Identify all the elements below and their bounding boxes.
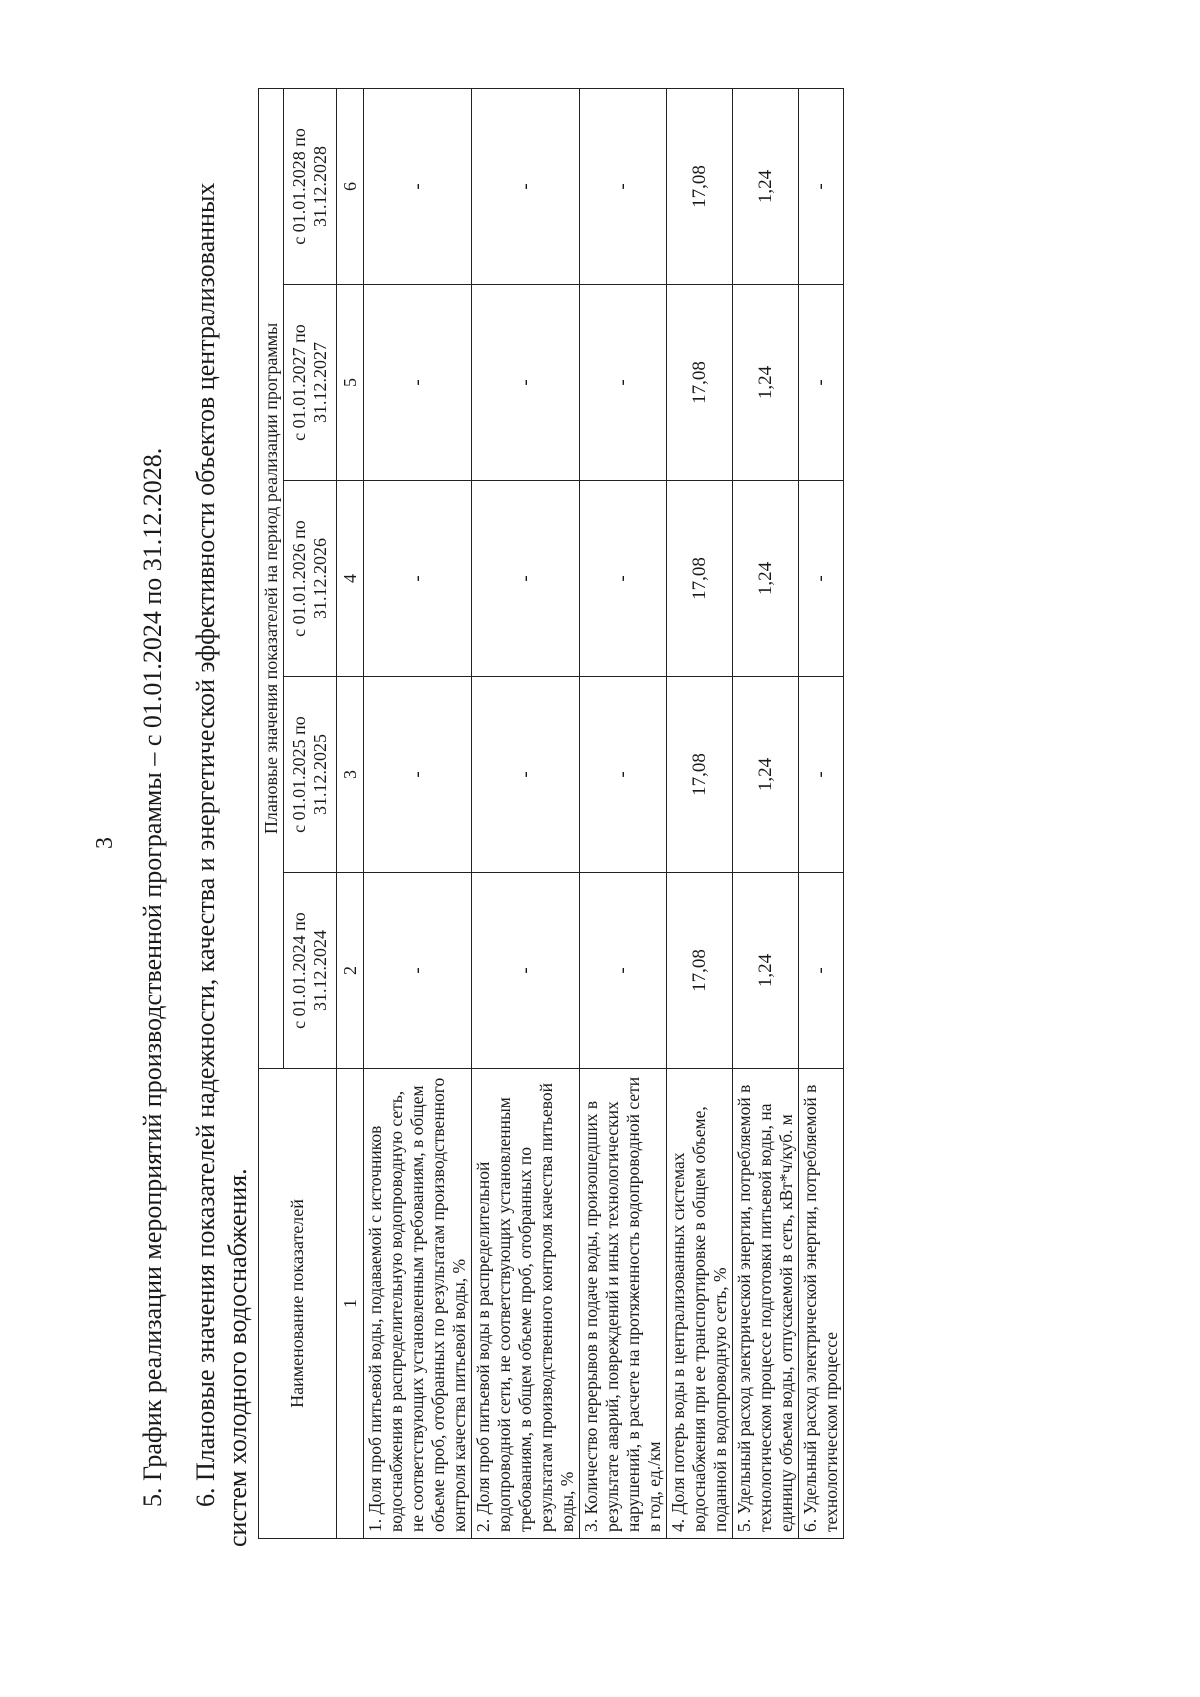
indicator-value: -	[799, 677, 844, 873]
section-6-heading-line1: 6. Плановые значения показателей надежности, качества и энергетической эффективности объектов централизованных	[191, 182, 220, 1507]
section-6-heading	[190, 157, 254, 1547]
name-column-header: Наименование показателей	[259, 1069, 337, 1539]
indicator-value: -	[364, 481, 472, 677]
section-6-heading-line2: систем холодного водоснабжения.	[223, 1168, 252, 1547]
indicator-value: -	[580, 873, 667, 1069]
table-row	[364, 88, 472, 1538]
table-row	[472, 88, 580, 1538]
indicator-name: 1. Доля проб питьевой воды, подаваемой с источников водоснабжения в распределительную водопроводную сеть, не соответствующих установленным требованиям, в общем объеме проб, отобранных по результатам производственного контроля качества питьевой воды, %	[364, 1069, 472, 1539]
indicator-value: -	[364, 285, 472, 481]
page-number: 3	[92, 837, 118, 849]
indicator-value: -	[580, 88, 667, 284]
table-row	[799, 88, 844, 1538]
indicator-value: -	[580, 481, 667, 677]
indicator-value: -	[364, 88, 472, 284]
table-row	[733, 88, 799, 1538]
indicator-value: -	[799, 873, 844, 1069]
period-header: с 01.01.2026 по 31.12.2026	[284, 481, 337, 677]
period-header: с 01.01.2028 по 31.12.2028	[284, 88, 337, 284]
table-header-row	[259, 88, 284, 1538]
column-number: 1	[337, 1069, 364, 1539]
indicator-name: 4. Доля потерь воды в централизованных системах водоснабжения при ее транспортировке в общем объеме, поданной в водопроводную сеть, %	[667, 1069, 733, 1539]
column-number: 2	[337, 873, 364, 1069]
indicator-value: 17,08	[667, 285, 733, 481]
indicator-value: 17,08	[667, 88, 733, 284]
section-5-heading: 5. График реализации мероприятий производственной программы – с 01.01.2024 по 31.12.2028.	[138, 447, 167, 1507]
indicator-name: 6. Удельный расход электрической энергии, потребляемой в технологическом процессе	[799, 1069, 844, 1539]
indicator-value: 17,08	[667, 677, 733, 873]
indicator-value: -	[799, 481, 844, 677]
column-number-row	[337, 88, 364, 1538]
indicator-name: 3. Количество перерывов в подаче воды, произошедших в результате аварий, повреждений и иных технологических нарушений, в расчете на протяженность водопроводной сети в год, ед./км	[580, 1069, 667, 1539]
indicator-value: 1,24	[733, 481, 799, 677]
indicator-value: -	[472, 677, 580, 873]
indicator-name: 5. Удельный расход электрической энергии, потребляемой в технологическом процессе подготовки питьевой воды, на единицу объема воды, отпускаемой в сеть, кВт*ч/куб. м	[733, 1069, 799, 1539]
column-number: 3	[337, 677, 364, 873]
indicator-value: 1,24	[733, 677, 799, 873]
indicators-table	[258, 88, 844, 1539]
indicator-value: -	[580, 285, 667, 481]
indicator-value: -	[799, 285, 844, 481]
period-header: с 01.01.2024 по 31.12.2024	[284, 873, 337, 1069]
column-number: 5	[337, 285, 364, 481]
table-row	[667, 88, 733, 1538]
indicator-value: -	[472, 873, 580, 1069]
plan-values-header: Плановые значения показателей на период реализации программы	[259, 88, 284, 1068]
indicator-value: -	[472, 88, 580, 284]
column-number: 6	[337, 88, 364, 284]
column-number: 4	[337, 481, 364, 677]
indicator-value: -	[364, 677, 472, 873]
indicator-value: -	[472, 481, 580, 677]
indicator-value: 17,08	[667, 481, 733, 677]
period-header: с 01.01.2027 по 31.12.2027	[284, 285, 337, 481]
indicator-value: -	[364, 873, 472, 1069]
indicator-value: -	[580, 677, 667, 873]
table-row	[580, 88, 667, 1538]
indicator-name: 2. Доля проб питьевой воды в распределительной водопроводной сети, не соответствующих установленным требованиям, в общем объеме проб, отобранных по результатам производственного контроля качества питьевой воды, %	[472, 1069, 580, 1539]
indicator-value: -	[472, 285, 580, 481]
period-header: с 01.01.2025 по 31.12.2025	[284, 677, 337, 873]
indicator-value: 1,24	[733, 88, 799, 284]
indicator-value: 17,08	[667, 873, 733, 1069]
indicator-value: -	[799, 88, 844, 284]
indicator-value: 1,24	[733, 873, 799, 1069]
indicator-value: 1,24	[733, 285, 799, 481]
